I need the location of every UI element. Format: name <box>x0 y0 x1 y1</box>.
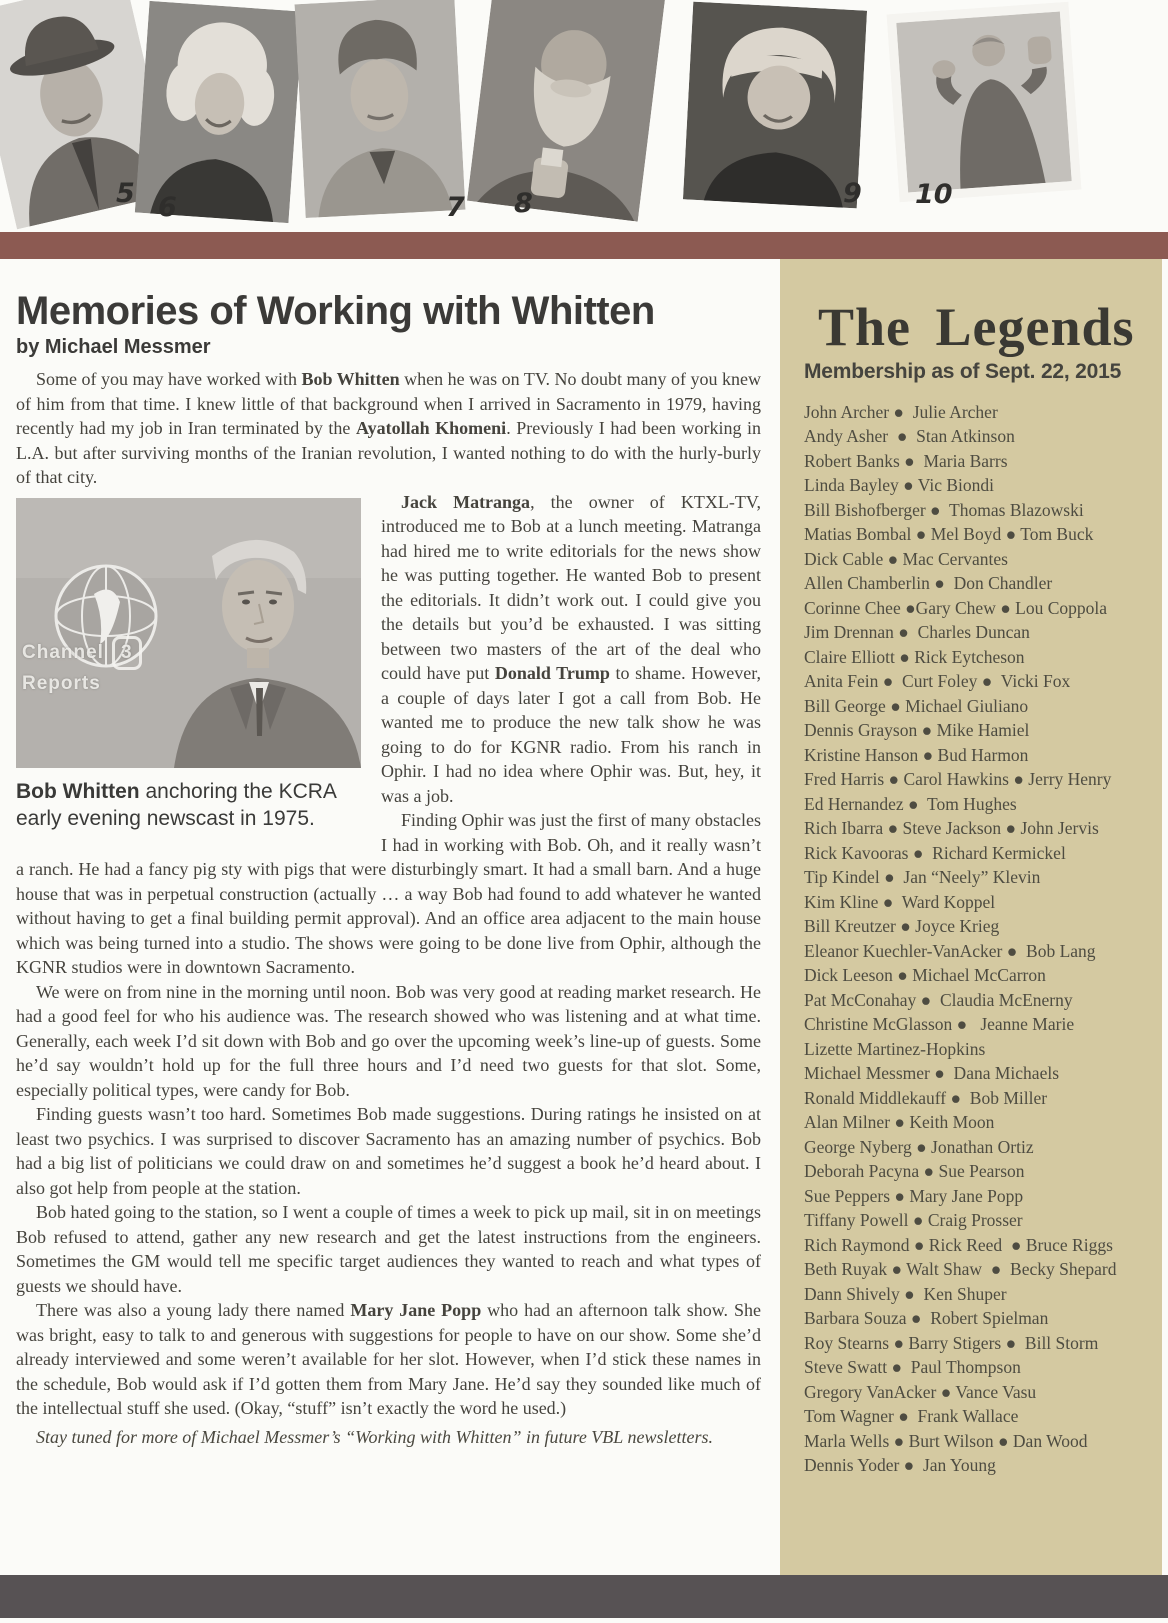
member-line: Barbara Souza ● Robert Spielman <box>804 1308 1049 1329</box>
member-line: Allen Chamberlin ● Don Chandler <box>804 573 1053 594</box>
member-line: Anita Fein ● Curt Foley ● Vicki Fox <box>804 671 1071 692</box>
photo-number-7: 7 <box>446 192 465 223</box>
member-line: Eleanor Kuechler-VanAcker ● Bob Lang <box>804 940 1096 961</box>
article-paragraph-2: Jack Matranga, the owner of KTXL-TV, introduced me to Bob at a lunch meeting. Matranga had hired me to write editorials for the news show he was putting together. He wanted Bob to present the editorials. It didn’t work out. I could give you the details but you’d be exhausted. I was sitting between two masters of the art of the deal who could have put Donald Trump to shame. However, a couple of days later I got a call from Bob. He wanted me to produce the new talk show he was going to do for KGNR radio. From his ranch in Ophir. I had no idea where Ophir was. But, hey, it was a job. <box>381 491 761 806</box>
channel-3-logo <box>22 636 142 699</box>
member-list <box>804 400 1156 1478</box>
gesturing-man-figure-illustration <box>896 11 1071 192</box>
bearded-man-with-glass-portrait-illustration <box>467 0 665 222</box>
article <box>16 278 761 1449</box>
member-line: John Archer ● Julie Archer <box>804 401 998 422</box>
smiling-blonde-woman-portrait-illustration <box>683 2 867 209</box>
celebrity-photo-6 <box>135 1 303 223</box>
article-title: Memories of Working with Whitten <box>16 289 655 333</box>
article-paragraph-6: Bob hated going to the station, so I went a couple of times a week to pick up mail, sit in on meetings Bob refused to attend, gather any new research and get the latest instructions from the engineers. Sometimes the GM would tell me specific target audiences they wanted to reach and what types of guests we should have. <box>16 1202 761 1296</box>
member-line: Bill George ● Michael Giuliano <box>804 695 1029 716</box>
member-line: Matias Bombal ● Mel Boyd ● Tom Buck <box>804 524 1094 545</box>
channel-logo-line1 <box>22 636 142 671</box>
member-line: Dick Leeson ● Michael McCarron <box>804 965 1046 986</box>
member-line: Michael Messmer ● Dana Michaels <box>804 1063 1060 1084</box>
photo-number-10: 10 <box>915 179 953 210</box>
footer-note: Stay tuned for more of Michael Messmer’s “Working with Whitten” in future VBL newsletters. <box>36 1426 713 1447</box>
member-line: Linda Bayley ● Vic Biondi <box>804 475 995 496</box>
maroon-divider-bar <box>0 232 1168 259</box>
photo-number-8: 8 <box>514 188 533 219</box>
member-line: Jim Drennan ● Charles Duncan <box>804 622 1030 643</box>
member-line: Robert Banks ● Maria Barrs <box>804 450 1008 471</box>
channel-word: Channel <box>22 641 104 663</box>
celebrity-photo-strip <box>0 0 1168 232</box>
member-line: Kim Kline ● Ward Koppel <box>804 891 996 912</box>
member-line: Sue Peppers ● Mary Jane Popp <box>804 1185 1024 1206</box>
channel-logo-line2: Reports <box>22 673 101 694</box>
member-line: Lizette Martinez-Hopkins <box>804 1038 986 1059</box>
member-line: Tiffany Powell ● Craig Prosser <box>804 1210 1023 1231</box>
member-line: Ronald Middlekauff ● Bob Miller <box>804 1087 1048 1108</box>
article-paragraph-4: We were on from nine in the morning until noon. Bob was very good at reading market research. He had a good feel for who his audience was. The research showed who was listening and at what time. Generally, each week I’d sit down with Bob and go over the upcoming week’s line-up of guests. Some he’d say wouldn’t hold up for the full three hours and I’d need two guests for that slot. Some, especially political types, were candy for Bob. <box>16 981 761 1100</box>
photo-number-9: 9 <box>843 178 862 209</box>
member-line: Andy Asher ● Stan Atkinson <box>804 426 1015 447</box>
member-line: Dann Shively ● Ken Shuper <box>804 1283 1007 1304</box>
member-line: Christine McGlasson ● Jeanne Marie <box>804 1014 1075 1035</box>
member-line: Steve Swatt ● Paul Thompson <box>804 1357 1021 1378</box>
article-paragraph-5: Finding guests wasn’t too hard. Sometimes Bob made suggestions. During ratings he insisted on at least two psychics. I was surprised to discover Sacramento has an amazing number of psychics. Bob had a big list of politicians we could draw on and sometimes he’d suggest a book he’d heard about. I also got help from people at the station. <box>16 1104 761 1198</box>
member-line: Gregory VanAcker ● Vance Vasu <box>804 1381 1037 1402</box>
sidebar-title: The Legends <box>818 297 1135 357</box>
photo-number-5: 5 <box>116 178 135 209</box>
article-paragraph-1: Some of you may have worked with Bob Whitten when he was on TV. No doubt many of you knew of him from that time. I knew little of that background when I arrived in Sacramento in 1979, having recently had my job in Iran terminated by the Ayatollah Khomeni. Previously I had been working in L.A. but after surviving months of the Iranian revolution, I wanted nothing to do with the hurly-burly of that city. <box>16 369 762 487</box>
member-line: Dick Cable ● Mac Cervantes <box>804 548 1008 569</box>
celebrity-photo-7 <box>295 0 466 218</box>
member-line: Kristine Hanson ● Bud Harmon <box>804 744 1029 765</box>
member-line: Roy Stearns ● Barry Stigers ● Bill Storm <box>804 1332 1099 1353</box>
member-line: Claire Elliott ● Rick Eytcheson <box>804 646 1025 667</box>
member-line: Deborah Pacyna ● Sue Pearson <box>804 1161 1025 1182</box>
member-line: Rich Ibarra ● Steve Jackson ● John Jervis <box>804 818 1099 839</box>
member-line: Tip Kindel ● Jan “Neely” Klevin <box>804 867 1041 888</box>
photo-number-6: 6 <box>158 192 177 223</box>
member-line: Ed Hernandez ● Tom Hughes <box>804 793 1017 814</box>
article-byline: by Michael Messmer <box>16 336 211 358</box>
member-line: Pat McConahay ● Claudia McEnerny <box>804 989 1073 1010</box>
celebrity-photo-8 <box>467 0 665 222</box>
member-line: Rich Raymond ● Rick Reed ● Bruce Riggs <box>804 1234 1113 1255</box>
channel-3-badge: 3 <box>112 636 142 671</box>
member-line: Corinne Chee ●Gary Chew ● Lou Coppola <box>804 597 1108 618</box>
member-line: Tom Wagner ● Frank Wallace <box>804 1406 1019 1427</box>
article-paragraph-3: Finding Ophir was just the first of many obstacles I had in working with Bob. Oh, and it really wasn’t a ranch. He had a fancy pig sty with pigs that were disturbingly smart. It had a small barn. And a huge house that was in perpetual construction (actually … a way Bob had found to add whatever he wanted without having to get a final building permit approval). And an office area adjacent to the main house which was being turned into a studio. The shows were going to be done live from Ophir, although the KGNR studios were in downtown Sacramento. <box>16 810 761 977</box>
member-line: Bill Kreutzer ● Joyce Krieg <box>804 916 1000 937</box>
member-line: Rick Kavooras ● Richard Kermickel <box>804 842 1066 863</box>
article-paragraph-7: There was also a young lady there named Mary Jane Popp who had an afternoon talk show. She was bright, easy to talk to and generous with suggestions for people to have on our show. Some she’d already interviewed and some weren’t available for her slot. However, when I’d stick these names in the schedule, Bob would ask if I’d gotten them from Mary Jane. He’d say they sounded like much of the intellectual stuff she used. (Okay, “stuff” isn’t exactly the word he used.) <box>16 1300 761 1418</box>
member-line: Beth Ruyak ● Walt Shaw ● Becky Shepard <box>804 1259 1117 1280</box>
photo-caption: Bob Whitten anchoring the KCRA early evening newscast in 1975. <box>16 779 336 830</box>
member-line: Fred Harris ● Carol Hawkins ● Jerry Henry <box>804 769 1112 790</box>
celebrity-photo-9 <box>683 2 867 209</box>
member-line: Alan Milner ● Keith Moon <box>804 1112 995 1133</box>
curly-haired-man-portrait-illustration <box>295 0 466 218</box>
member-line: Dennis Grayson ● Mike Hamiel <box>804 720 1030 741</box>
member-line: George Nyberg ● Jonathan Ortiz <box>804 1136 1034 1157</box>
member-line: Bill Bishofberger ● Thomas Blazowski <box>804 499 1084 520</box>
bottom-bar <box>0 1575 1168 1618</box>
news-anchor-photo-illustration <box>16 498 361 768</box>
sidebar-subtitle: Membership as of Sept. 22, 2015 <box>804 359 1122 383</box>
blonde-woman-portrait-illustration <box>135 1 303 223</box>
celebrity-photo-10 <box>887 2 1082 202</box>
legends-sidebar <box>780 259 1162 1575</box>
bob-whitten-photo <box>16 498 361 833</box>
member-line: Marla Wells ● Burt Wilson ● Dan Wood <box>804 1430 1088 1451</box>
member-line: Dennis Yoder ● Jan Young <box>804 1455 996 1476</box>
